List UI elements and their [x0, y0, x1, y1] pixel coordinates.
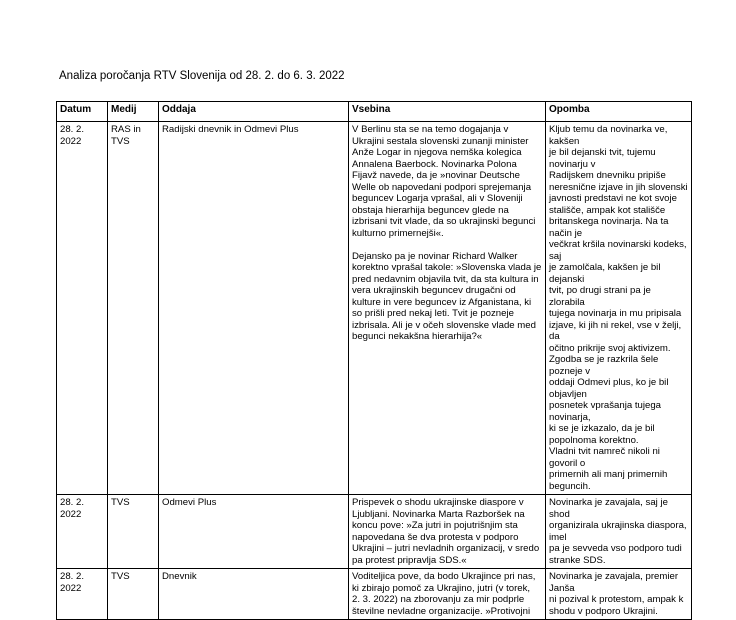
cell-oddaja-text: Odmevi Plus: [162, 497, 217, 508]
cell-vsebina-text: Voditeljica pove, da bodo Ukrajince pri nas, ki zbirajo pomoč za Ukrajino, jutri (v torek, 2. 3. 2022) na zborovanju za mir podprle številne nevladne organizacije. »Protivojni: [352, 571, 536, 617]
header-opomba: Opomba: [546, 102, 692, 122]
cell-oddaja: [159, 569, 349, 620]
cell-datum-text: 28. 2. 2022: [60, 497, 85, 520]
cell-datum: [57, 569, 108, 620]
cell-medij: [108, 495, 159, 569]
cell-oddaja-text: Radijski dnevnik in Odmevi Plus: [162, 124, 299, 135]
cell-datum: [57, 122, 108, 495]
cell-datum-text: 28. 2. 2022: [60, 124, 85, 147]
cell-opomba-text: Novinarka je zavajala, saj je shod organizirala ukrajinska diaspora, imel pa je sevveda vso podporo tudi stranke SDS.: [549, 497, 687, 566]
report-table: [56, 101, 692, 620]
table-row: [57, 122, 692, 495]
cell-vsebina-text: V Berlinu sta se na temo dogajanja v Ukrajini sestala slovenski zunanji minister Anže Logar in njegova nemška kolegica Annalena Baerbock. Novinarka Polona Fijavž navede, da je »novinar Deutsche Welle ob napovedani podpori sprejemanja beguncev Logarja vprašal, ali v Sloveniji obstaja hierarhija beguncev glede na izbrisani tvit vlade, da so ukrajinski begunci kulturno primernejši«. Dejansko pa je novinar Richard Walker korektno vprašal takole: »Slovenska vlada je pred nedavnim objavila tvit, da sta kultura in vera ukrajinskih beguncev drugačni od kulture in vere beguncev iz Afganistana, ki so prišli pred nekaj leti. Tvit je pozneje izbrisala. Ali je v očeh slovenske vlade med begunci nekakšna hierarhija?«: [352, 124, 542, 342]
header-medij: Medij: [108, 102, 159, 122]
cell-opomba: [546, 122, 692, 495]
cell-medij-text: TVS: [111, 497, 130, 508]
table-row: [57, 495, 692, 569]
cell-oddaja-text: Dnevnik: [162, 571, 197, 582]
header-vsebina: Vsebina: [349, 102, 546, 122]
cell-oddaja: [159, 495, 349, 569]
page-title: Analiza poročanja RTV Slovenija od 28. 2. do 6. 3. 2022: [59, 70, 345, 82]
cell-opomba: [546, 569, 692, 620]
cell-vsebina: [349, 569, 546, 620]
cell-opomba-text: Novinarka je zavajala, premier Janša ni pozival k protestom, ampak k shodu v podporo Ukrajini.: [549, 571, 684, 617]
header-oddaja: Oddaja: [159, 102, 349, 122]
cell-datum: [57, 495, 108, 569]
cell-medij: [108, 569, 159, 620]
cell-opomba-text: Kljub temu da novinarka ve, kakšen je bil dejanski tvit, tujemu novinarju v Radijskem dnevniku pripiše neresnične izjave in jih slovenski javnosti predstavi ne kot svoje stališče, ampak kot stališče britanskega novinarja. Na ta način je večkrat kršila novinarski kodeks, saj je zamolčala, kakšen je bil dejanski tvit, po drugi strani pa je zlorabila tujega novinarja in mu pripisala izjave, ki jih ni rekel, vse v želji, da očitno prikrije svoj aktivizem. Zgodba se je razkrila šele pozneje v oddaji Odmevi plus, ko je bil objavljen posnetek vprašanja tujega novinarja, ki se je izkazalo, da je bil popolnoma korektno. Vladni tvit namreč nikoli ni govoril o primernih ali manj primernih beguncih.: [549, 124, 688, 492]
cell-medij: [108, 122, 159, 495]
cell-vsebina-text: Prispevek o shodu ukrajinske diaspore v Ljubljani. Novinarka Marta Razboršek na koncu pove: »Za jutri in pojutrišnjim sta napovedana še dva protesta v podporo Ukrajini – jutri nevladnih organizacij, v sredo pa protest pripravlja SDS.«: [352, 497, 540, 566]
cell-medij-text: TVS: [111, 571, 130, 582]
cell-oddaja: [159, 122, 349, 495]
header-datum: Datum: [57, 102, 108, 122]
cell-vsebina: [349, 495, 546, 569]
cell-opomba: [546, 495, 692, 569]
cell-datum-text: 28. 2. 2022: [60, 571, 85, 594]
table-row: [57, 569, 692, 620]
table-header-row: [57, 102, 692, 122]
cell-medij-text: RAS in TVS: [111, 124, 141, 147]
cell-vsebina: [349, 122, 546, 495]
